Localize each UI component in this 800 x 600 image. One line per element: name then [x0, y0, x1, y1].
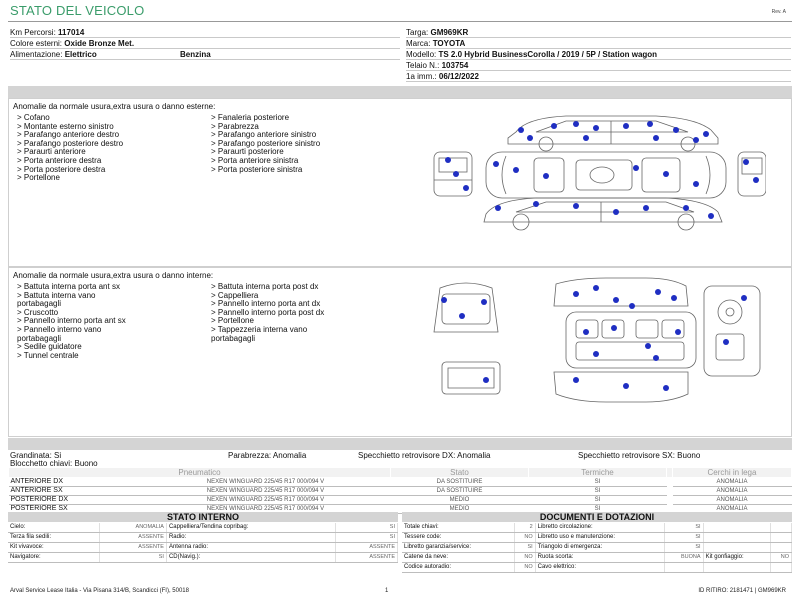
- interior_status-cell: SI: [99, 553, 166, 563]
- interior_status-cell: Kit vivavoce:: [8, 543, 99, 553]
- table-row: [8, 533, 398, 543]
- damage-marker: [647, 121, 653, 127]
- damage-marker: [623, 383, 629, 389]
- header-divider: [8, 21, 792, 22]
- damage-marker: [723, 339, 729, 345]
- chassis-value: 103754: [441, 61, 469, 70]
- footer-company: Arval Service Lease Italia - Via Pisana 314/B, Scandicci (FI), 50018: [10, 588, 189, 594]
- interior_status-cell: SI: [336, 533, 398, 543]
- external-damage-list-1: > Cofano > Montante esterno sinistro > Parafango anteriore destro > Parafango posteriore destro > Paraurti anteriore > Porta anteriore destra > Porta posteriore destra > Portellone: [17, 113, 124, 183]
- damage-marker: [583, 329, 589, 335]
- model-value: TS 2.0 Hybrid BusinessCorolla / 2019 / 5P / Station wagon: [438, 50, 658, 59]
- damage-marker: [693, 137, 699, 143]
- damage-marker: [741, 295, 747, 301]
- interior_status-cell: Navigatore:: [8, 553, 99, 563]
- damage-marker: [743, 159, 749, 165]
- table-row: [402, 523, 792, 533]
- damage-marker: [663, 385, 669, 391]
- damage-marker: [708, 213, 714, 219]
- documents-cell: Triangolo di emergenza:: [535, 543, 664, 553]
- documents-cell: Codice autoradio:: [402, 563, 514, 573]
- damage-marker: [653, 355, 659, 361]
- vehicle-info-right: [406, 27, 791, 82]
- damage-marker: [655, 289, 661, 295]
- vehicle-info-left: [10, 27, 400, 60]
- interior_status-cell: Cielo:: [8, 523, 99, 533]
- documents-cell: [703, 543, 771, 553]
- revision-label: Rev. A: [771, 9, 786, 15]
- footer-id: ID RITIRO: 2181471 | GM969KR: [698, 588, 786, 594]
- documents-cell: Totale chiavi:: [402, 523, 514, 533]
- documents-cell: SI: [665, 543, 704, 553]
- documents-cell: Tessere code:: [402, 533, 514, 543]
- documents-title: DOCUMENTI E DOTAZIONI: [402, 512, 792, 522]
- damage-marker: [463, 185, 469, 191]
- mirror-sx-status: Specchietto retrovisore SX: Buono: [578, 451, 701, 460]
- table-row: POSTERIORE SX NEXEN WINGUARD 225/45 R17 000/094 V MEDIO SI ANOMALIA: [9, 505, 792, 514]
- km-row: Km Percorsi: 117014: [10, 27, 400, 38]
- table-row: [8, 543, 398, 553]
- damage-marker: [613, 209, 619, 215]
- documents-cell: Kit gonfiaggio:: [703, 553, 771, 563]
- table-row: POSTERIORE DX NEXEN WINGUARD 225/45 R17 000/094 V MEDIO SI ANOMALIA: [9, 496, 792, 505]
- damage-marker: [663, 171, 669, 177]
- damage-marker: [693, 181, 699, 187]
- documents-cell: SI: [514, 543, 535, 553]
- damage-marker: [543, 173, 549, 179]
- table-row: ANTERIORE DX NEXEN WINGUARD 225/45 R17 000/094 V DA SOSTITUIRE SI ANOMALIA: [9, 478, 792, 487]
- brand-row: Marca: TOYOTA: [406, 38, 791, 49]
- damage-marker: [613, 297, 619, 303]
- documents-cell: [703, 523, 771, 533]
- interior_status-cell: Radio:: [166, 533, 335, 543]
- tyre-header: Pneumatico: [9, 468, 391, 478]
- interior_status-cell: SI: [336, 523, 398, 533]
- damage-marker: [683, 205, 689, 211]
- table-row: [402, 563, 792, 573]
- interior_status-cell: ASSENTE: [99, 533, 166, 543]
- registration-row: 1a imm.: 06/12/2022: [406, 71, 791, 82]
- damage-marker: [459, 313, 465, 319]
- table-row: [8, 553, 398, 563]
- documents-cell: NO: [514, 553, 535, 563]
- damage-marker: [518, 127, 524, 133]
- documents-cell: 2: [514, 523, 535, 533]
- documents-cell: [771, 543, 792, 553]
- damage-marker: [513, 167, 519, 173]
- fuel-value: Elettrico: [64, 50, 97, 59]
- damage-marker: [653, 135, 659, 141]
- internal-damage-list-1: > Battuta interna porta ant sx > Battuta interna vano portabagagli > Cruscotto > Pannello interno porta ant sx > Pannello interno vano portabagagli > Sedile guidatore > Tunnel centrale: [17, 282, 126, 360]
- documents-cell: [703, 533, 771, 543]
- damage-marker: [593, 285, 599, 291]
- external-damage-list-2: > Fanaleria posteriore > Parabrezza > Parafango anteriore sinistro > Parafango posteriore sinistro > Paraurti posteriore > Porta anteriore sinistra > Porta posteriore sinistra: [211, 113, 321, 174]
- fuel-row: Alimentazione: Elettrico Benzina: [10, 49, 400, 60]
- damage-marker: [483, 377, 489, 383]
- internal-damage-title: Anomalie da normale usura,extra usura o danno interne:: [13, 271, 214, 280]
- hail-status: Grandinata: Si: [10, 451, 62, 460]
- damage-marker: [495, 205, 501, 211]
- section-bar: [8, 86, 792, 98]
- chassis-row: Telaio N.: 103754: [406, 60, 791, 71]
- damage-marker: [643, 205, 649, 211]
- documents-cell: [771, 563, 792, 573]
- damage-marker: [453, 171, 459, 177]
- damage-marker: [573, 203, 579, 209]
- table-row: [402, 533, 792, 543]
- damage-marker: [551, 123, 557, 129]
- section-bar-2: [8, 438, 792, 450]
- internal-damage-list-2: > Battuta interna porta post dx > Cappelliera > Pannello interno porta ant dx > Pannello interno porta post dx > Portellone > Tappezzeria interna vano portabagagli: [211, 282, 325, 343]
- documents-cell: [703, 563, 771, 573]
- damage-marker: [533, 201, 539, 207]
- interior-status-table: [8, 523, 398, 563]
- damage-marker: [573, 121, 579, 127]
- windshield-status: Parabrezza: Anomalia: [228, 451, 307, 460]
- documents-cell: NO: [771, 553, 792, 563]
- damage-marker: [573, 291, 579, 297]
- documents-cell: Catene da neve:: [402, 553, 514, 563]
- color-value: Oxide Bronze Met.: [64, 39, 135, 48]
- documents-cell: NO: [514, 533, 535, 543]
- damage-marker: [583, 135, 589, 141]
- damage-marker: [753, 177, 759, 183]
- color-row: Colore esterni: Oxide Bronze Met.: [10, 38, 400, 49]
- exterior-car-diagram: [426, 104, 766, 244]
- tyre-rims-header: Cerchi in lega: [673, 468, 792, 478]
- damage-marker: [611, 325, 617, 331]
- damage-marker: [593, 351, 599, 357]
- fuel-value-2: Benzina: [180, 50, 211, 59]
- interior_status-cell: ANOMALIA: [99, 523, 166, 533]
- documents-cell: SI: [665, 533, 704, 543]
- table-row: [402, 543, 792, 553]
- documents-cell: Libretto circolazione:: [535, 523, 664, 533]
- interior_status-cell: ASSENTE: [336, 553, 398, 563]
- damage-marker: [623, 123, 629, 129]
- plate-row: Targa: GM969KR: [406, 27, 791, 38]
- damage-marker: [703, 131, 709, 137]
- documents-cell: Libretto uso e manutenzione:: [535, 533, 664, 543]
- documents-cell: [665, 563, 704, 573]
- damage-marker: [445, 157, 451, 163]
- table-row: [8, 523, 398, 533]
- registration-value: 06/12/2022: [438, 72, 479, 81]
- brand-value: TOYOTA: [432, 39, 466, 48]
- documents-cell: Cavo elettrico:: [535, 563, 664, 573]
- interior_status-cell: Antenna radio:: [166, 543, 335, 553]
- km-value: 117014: [58, 28, 85, 37]
- footer-page-number: 1: [385, 588, 389, 594]
- damage-marker: [671, 295, 677, 301]
- tyres-table: [8, 467, 792, 514]
- damage-marker: [441, 297, 447, 303]
- damage-marker: [673, 127, 679, 133]
- tyre-thermal-header: Termiche: [529, 468, 667, 478]
- interior_status-cell: Cappelliera/Tendina copribag:: [166, 523, 335, 533]
- plate-value: GM969KR: [430, 28, 469, 37]
- external-damage-title: Anomalie da normale usura,extra usura o danno esterne:: [13, 102, 216, 111]
- tyre-state-header: Stato: [391, 468, 529, 478]
- table-row: ANTERIORE SX NEXEN WINGUARD 225/45 R17 000/094 V DA SOSTITUIRE SI ANOMALIA: [9, 487, 792, 496]
- page-title: STATO DEL VEICOLO: [10, 3, 145, 18]
- damage-marker: [527, 135, 533, 141]
- damage-marker: [645, 343, 651, 349]
- documents-cell: Ruota scorta:: [535, 553, 664, 563]
- interior_status-cell: ASSENTE: [99, 543, 166, 553]
- table-row: [402, 553, 792, 563]
- damage-marker: [593, 125, 599, 131]
- key-block-status: Blocchetto chiavi: Buono: [10, 459, 98, 468]
- documents-cell: BUONA: [665, 553, 704, 563]
- interior-car-diagram: [426, 276, 766, 406]
- damage-marker: [675, 329, 681, 335]
- documents-cell: Libretto garanzia/service:: [402, 543, 514, 553]
- interior-status-title: STATO INTERNO: [8, 512, 398, 522]
- damage-marker: [629, 303, 635, 309]
- damage-marker: [493, 161, 499, 167]
- documents-cell: NO: [514, 563, 535, 573]
- interior_status-cell: CD(Navig.):: [166, 553, 335, 563]
- damage-marker: [481, 299, 487, 305]
- mirror-dx-status: Specchietto retrovisore DX: Anomalia: [358, 451, 491, 460]
- documents-cell: [771, 533, 792, 543]
- damage-marker: [633, 165, 639, 171]
- interior_status-cell: Terza fila sedili:: [8, 533, 99, 543]
- documents-cell: SI: [665, 523, 704, 533]
- model-row: Modello: TS 2.0 Hybrid BusinessCorolla / 2019 / 5P / Station wagon: [406, 49, 791, 60]
- documents-table: [402, 523, 792, 573]
- documents-cell: [771, 523, 792, 533]
- interior_status-cell: ASSENTE: [336, 543, 398, 553]
- damage-marker: [573, 377, 579, 383]
